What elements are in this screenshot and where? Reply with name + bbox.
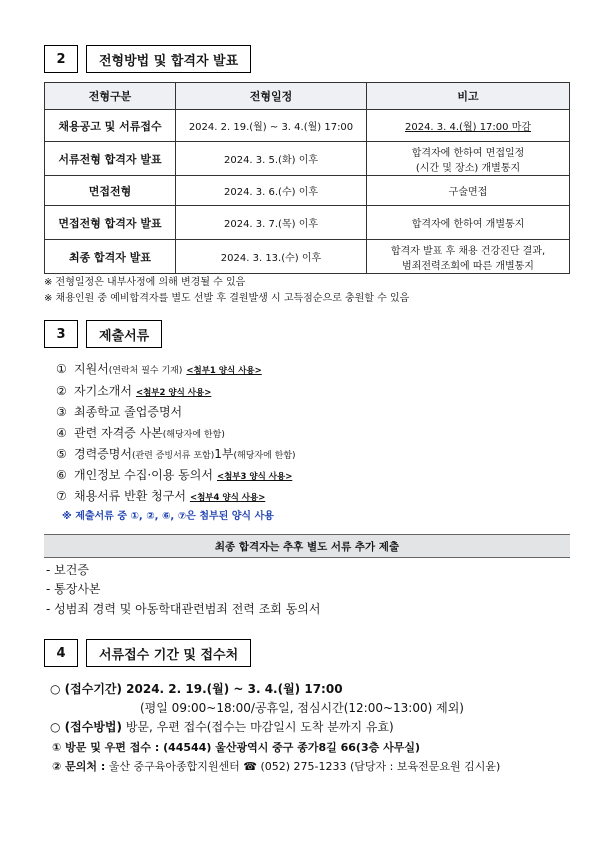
item-number: ⑤ (56, 447, 67, 461)
item-sub: (해당자에 한함) (162, 430, 225, 440)
item-label: 채용서류 반환 청구서 (74, 489, 186, 503)
method-label: ○ (접수방법) (50, 720, 122, 734)
date-cell: 2024. 2. 19.(월) ~ 3. 4.(월) 17:00 (176, 110, 367, 142)
inquiry-text: 울산 중구육아종합지원센터 ☎ (052) 275-1233 (담당자 : 보육전문요원 김시윤) (105, 760, 501, 773)
item-label: 관련 자격증 사본 (74, 426, 163, 440)
document-item (56, 360, 262, 377)
item-number: ④ (56, 426, 67, 440)
section-number: 4 (44, 639, 78, 667)
note-cell (367, 110, 570, 142)
stage-cell: 면접전형 (45, 176, 176, 206)
document-item (56, 424, 225, 441)
table-row (45, 206, 570, 240)
note-cell: 구술면접 (367, 176, 570, 206)
date-cell: 2024. 3. 6.(수) 이후 (176, 176, 367, 206)
section-number: 2 (44, 45, 78, 73)
item-label: 경력증명서 (74, 447, 132, 461)
note-cell (367, 240, 570, 274)
stage-cell: 면접전형 합격자 발표 (45, 206, 176, 240)
item-label: 최종학교 졸업증명서 (74, 405, 183, 419)
item-sub: (연락처 필수 기재) (108, 366, 183, 376)
section-title: 서류접수 기간 및 접수처 (86, 639, 251, 667)
note-text: (시간 및 장소) 개별통지 (415, 162, 521, 174)
stage-cell: 최종 합격자 발표 (45, 240, 176, 274)
list-item: - 성범죄 경력 및 아동학대관련범죄 전력 조회 동의서 (46, 602, 321, 616)
section-2-header (44, 45, 251, 73)
highlight-note: ※ 제출서류 중 ①, ②, ⑥, ⑦은 첨부된 양식 사용 (62, 511, 274, 522)
item-sub: (해당자에 한함) (233, 451, 296, 461)
note-text: 2024. 3. 4.(월) 17:00 마감 (404, 122, 532, 133)
document-item (56, 403, 182, 420)
list-item: - 통장사본 (46, 582, 101, 596)
note-text: 합격자에 한하여 면접일정 (411, 147, 525, 159)
schedule-note: ※ 전형일정은 내부사정에 의해 변경될 수 있음 (44, 277, 246, 288)
attachment-note: <첨부1 양식 사용> (186, 366, 262, 376)
attachment-note: <첨부4 양식 사용> (189, 493, 266, 503)
section-3-header (44, 320, 162, 348)
document-item (56, 445, 296, 462)
final-header: 최종 합격자는 추후 별도 서류 추가 제출 (44, 534, 570, 558)
schedule-note: ※ 채용인원 중 예비합격자를 별도 선발 후 결원발생 시 고득점순으로 충원할 수 있음 (44, 293, 410, 304)
reception-method (50, 718, 394, 735)
stage-cell: 서류전형 합격자 발표 (45, 142, 176, 176)
note-text: 합격자 발표 후 채용 건강진단 결과, (390, 245, 546, 257)
item-label: 자기소개서 (74, 384, 132, 398)
item-label: 지원서 (74, 362, 109, 376)
reception-period-sub: (평일 09:00~18:00/공휴일, 점심시간(12:00~13:00) 제외) (140, 701, 464, 715)
attachment-note: <첨부2 양식 사용> (135, 388, 212, 398)
item-number: ⑥ (56, 468, 67, 482)
column-header: 전형일정 (176, 83, 367, 110)
document-item (56, 466, 292, 483)
column-header: 전형구분 (45, 83, 176, 110)
table-row (45, 110, 570, 142)
item-number: ② (56, 384, 67, 398)
table-row (45, 240, 570, 274)
table-row (45, 142, 570, 176)
document-item (56, 487, 265, 504)
item-sub: (관련 증빙서류 포함) (131, 451, 215, 461)
table-header-row (45, 83, 570, 110)
inquiry-label: ② 문의처 : (52, 760, 106, 773)
method-text: 방문, 우편 접수(접수는 마감일시 도착 분까지 유효) (122, 720, 394, 734)
list-item: - 보건증 (46, 563, 89, 577)
item-label: 개인정보 수집·이용 동의서 (74, 468, 213, 482)
note-cell: 합격자에 한하여 개별통지 (367, 206, 570, 240)
date-cell: 2024. 3. 5.(화) 이후 (176, 142, 367, 176)
document-item (56, 382, 211, 399)
item-number: ① (56, 362, 67, 376)
item-number: ③ (56, 405, 67, 419)
inquiry (52, 758, 500, 774)
visit-address: ① 방문 및 우편 접수 : (44544) 울산광역시 중구 종가8길 66(3층 사무실) (52, 741, 420, 754)
date-cell: 2024. 3. 7.(목) 이후 (176, 206, 367, 240)
column-header: 비고 (367, 83, 570, 110)
item-label: 1부 (214, 447, 234, 461)
reception-period: ○ (접수기간) 2024. 2. 19.(월) ~ 3. 4.(월) 17:00 (50, 682, 343, 696)
schedule-table (44, 82, 570, 274)
section-title: 전형방법 및 합격자 발표 (86, 45, 251, 73)
table-row (45, 176, 570, 206)
note-text: 범죄전력조회에 따른 개별통지 (402, 260, 534, 272)
stage-cell: 채용공고 및 서류접수 (45, 110, 176, 142)
attachment-note: <첨부3 양식 사용> (216, 472, 293, 482)
note-cell (367, 142, 570, 176)
date-cell: 2024. 3. 13.(수) 이후 (176, 240, 367, 274)
section-4-header (44, 639, 251, 667)
section-title: 제출서류 (86, 320, 162, 348)
section-number: 3 (44, 320, 78, 348)
item-number: ⑦ (56, 489, 67, 503)
